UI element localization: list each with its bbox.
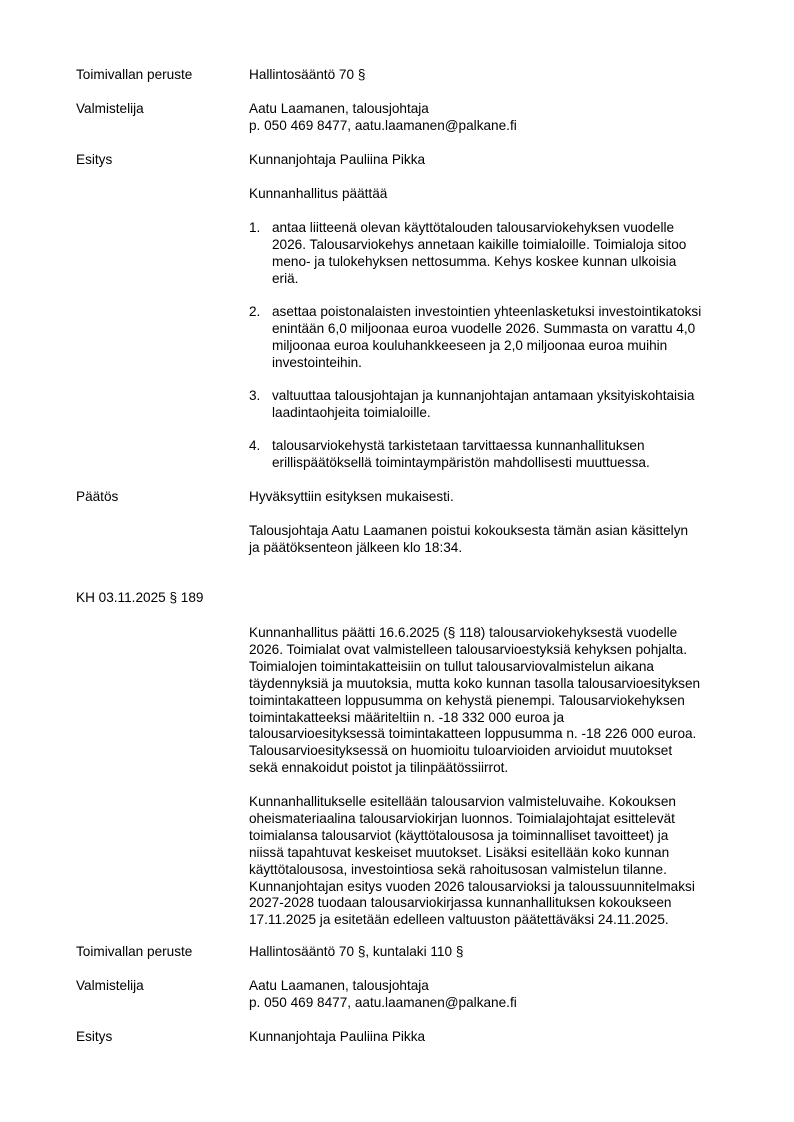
item-line: asettaa poistonalaisten investointien yhteenlasketuksi investointikatoksi bbox=[272, 304, 702, 319]
para-line: 17.11.2025 ja esitetään edelleen valtuuston päätettäväksi 24.11.2025. bbox=[249, 912, 669, 928]
item-line: talousarviokehystä tarkistetaan tarvittaessa kunnanhallituksen bbox=[272, 438, 645, 453]
valmistelija-contact: p. 050 469 8477, aatu.laamanen@palkane.fi bbox=[249, 994, 517, 1010]
valmistelija-name: Aatu Laamanen, talousjohtaja bbox=[249, 101, 429, 116]
para-line: käyttötalousosa, investointiosa sekä rahoitusosan valmistelun tilanne. bbox=[249, 861, 667, 877]
esitys-value: Kunnanjohtaja Pauliina Pikka bbox=[249, 1029, 426, 1044]
valmistelija-contact: p. 050 469 8477, aatu.laamanen@palkane.fi bbox=[249, 117, 517, 133]
para-line: Kunnanhallitus päätti 16.6.2025 (§ 118) talousarviokehyksestä vuodelle bbox=[249, 625, 678, 640]
valmistelija-name: Aatu Laamanen, talousjohtaja bbox=[249, 978, 429, 993]
para-line: sekä ennakoidut poistot ja tilinpäätössiirrot. bbox=[249, 760, 509, 776]
item-line: enintään 6,0 miljoonaa euroa vuodelle 2026. Summasta on varattu 4,0 bbox=[272, 320, 696, 336]
valmistelija-label: Valmistelija bbox=[76, 978, 144, 993]
esitys-label: Esitys bbox=[76, 1029, 113, 1044]
item-text bbox=[272, 220, 749, 288]
item-number: 1. bbox=[249, 220, 261, 235]
para-line: oheismateriaalina talousarviokirjan luonnos. Toimialajohtajat esittelevät bbox=[249, 810, 675, 826]
para-line: Toimialojen toimintakatteisiin on tullut talousarviovalmistelun aikana bbox=[249, 658, 654, 674]
para-line: Talousarvioesityksessä on huomioitu tuloarvioiden arvioidut muutokset bbox=[249, 743, 673, 759]
kh-meeting-header: KH 03.11.2025 § 189 bbox=[76, 590, 204, 605]
paatos-note-line: Talousjohtaja Aatu Laamanen poistui kokouksesta tämän asian käsittelyn bbox=[249, 523, 689, 538]
para-line: Kunnanhallitukselle esitellään talousarvion valmisteluvaihe. Kokouksen bbox=[249, 794, 676, 809]
para1 bbox=[249, 625, 749, 777]
para-line: toimialansa talousarviot (käyttötalousosa ja toiminnalliset tavoitteet) ja bbox=[249, 827, 669, 843]
valmistelija-value bbox=[249, 978, 749, 1012]
item-line: miljoonaa euroa kouluhankkeeseen ja 2,0 miljoonaa euroa muihin bbox=[272, 337, 668, 353]
valmistelija-label: Valmistelija bbox=[76, 101, 144, 116]
valmistelija-value bbox=[249, 101, 749, 135]
toimivallan-label: Toimivallan peruste bbox=[76, 944, 193, 959]
para-line: 2027-2028 tuodaan talousarviokirjassa kunnanhallituksen kokoukseen bbox=[249, 895, 672, 911]
para-line: 2026. Toimialat ovat valmistelleen talousarvioestyksiä kehyksen pohjalta. bbox=[249, 641, 688, 657]
item-text bbox=[272, 388, 749, 422]
item-line: eriä. bbox=[272, 270, 299, 286]
item-line: investointeihin. bbox=[272, 354, 362, 370]
item-line: meno- ja tulokehyksen nettosumma. Kehys koskee kunnan ulkoisia bbox=[272, 253, 677, 269]
item-text bbox=[272, 304, 749, 372]
para-line: täydennyksiä ja muutoksia, mutta koko kunnan tasolla talousarvioesityksen bbox=[249, 675, 701, 691]
toimivallan-value: Hallintosääntö 70 §, kuntalaki 110 § bbox=[249, 944, 464, 959]
toimivallan-label: Toimivallan peruste bbox=[76, 67, 193, 82]
item-number: 3. bbox=[249, 388, 261, 403]
para-line: niissä tapahtuvat keskeiset muutokset. Lisäksi esitellään koko kunnan bbox=[249, 844, 670, 860]
item-text bbox=[272, 438, 749, 472]
item-line: antaa liitteenä olevan käyttötalouden talousarviokehyksen vuodelle bbox=[272, 220, 675, 235]
para-line: toimintakatteeksi määriteltiin n. -18 332 000 euroa ja bbox=[249, 709, 565, 725]
para-line: Kunnanjohtajan esitys vuoden 2026 talousarvioksi ja taloussuunnitelmaksi bbox=[249, 878, 695, 894]
para2 bbox=[249, 794, 749, 929]
toimivallan-value: Hallintosääntö 70 § bbox=[249, 67, 366, 82]
item-line: valtuuttaa talousjohtajan ja kunnanjohtajan antamaan yksityiskohtaisia bbox=[272, 388, 695, 403]
esitys-label: Esitys bbox=[76, 152, 113, 167]
item-number: 2. bbox=[249, 304, 261, 319]
paatos-note-line: ja päätöksenteon jälkeen klo 18:34. bbox=[249, 539, 463, 555]
item-number: 4. bbox=[249, 438, 261, 453]
esitys-value: Kunnanjohtaja Pauliina Pikka bbox=[249, 152, 426, 167]
paatos-label: Päätös bbox=[76, 489, 119, 504]
para-line: toimintakatteen loppusumma on kehystä pienempi. Talousarviokehyksen bbox=[249, 692, 685, 708]
para-line: talousarvioesityksessä toimintakatteen loppusumma n. -18 226 000 euroa. bbox=[249, 726, 697, 742]
item-line: erillispäätöksellä toimintaympäristön mahdollisesti muuttuessa. bbox=[272, 454, 650, 470]
item-line: laadintaohjeita toimialoille. bbox=[272, 404, 431, 420]
esitys-intro: Kunnanhallitus päättää bbox=[249, 186, 388, 201]
item-line: 2026. Talousarviokehys annetaan kaikille toimialoille. Toimialoja sitoo bbox=[272, 236, 687, 252]
paatos-value: Hyväksyttiin esityksen mukaisesti. bbox=[249, 489, 454, 504]
paatos-note bbox=[249, 523, 749, 557]
